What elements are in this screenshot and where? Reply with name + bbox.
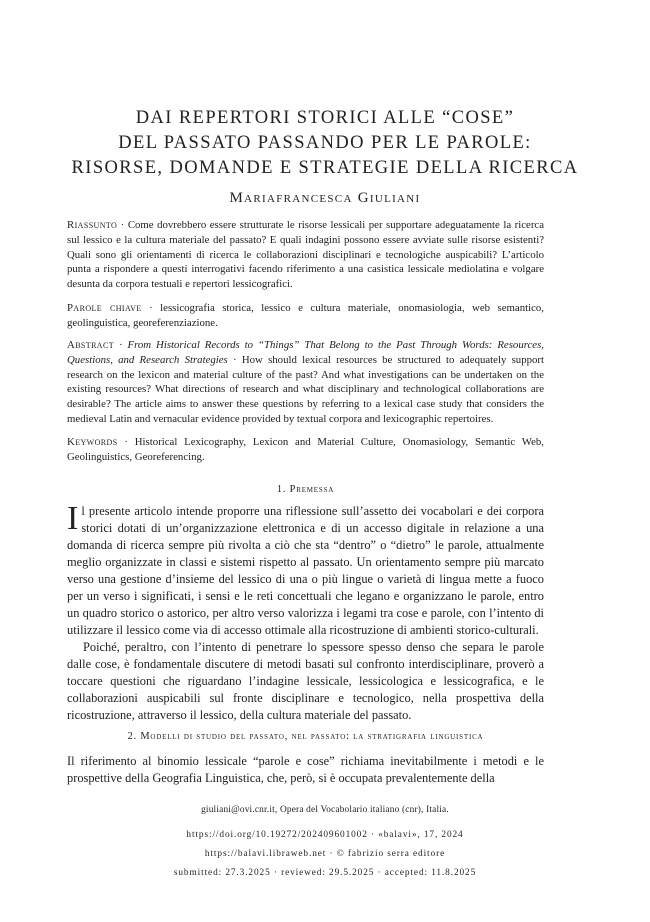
parole-chiave-text: lessicografia storica, lessico e cultura materiale, onomasiologia, web semantico, geolinguistica, georeferenziazione.: [67, 302, 544, 329]
section-1-paragraph-1: [67, 500, 544, 639]
keywords-label: Keywords: [67, 436, 118, 448]
parole-chiave-block: [67, 301, 544, 331]
section-2-paragraph-1: Il riferimento al binomio lessicale “parole e cose” richiama inevitabilmente i metodi e le prospettive della Geografia Linguistica, che, però, si è occupata prevalentemente della: [67, 754, 544, 785]
parole-chiave-label: Parole chiave: [67, 302, 142, 314]
separator: ·: [141, 302, 161, 314]
section-2-body: [67, 753, 544, 787]
abstract-label: Abstract: [67, 339, 115, 351]
title-line-2: DEL PASSATO PASSANDO PER LE PAROLE:: [118, 133, 532, 153]
paragraph-1-text: l presente articolo intende proporre una riflessione sull’assetto dei vocabolari e dei corpora storici dotati di un’organizzazione elettronica e di un accesso digitale in relazione a una domanda di ricerca sempre più rivolta a ciò che sta “dentro” o “dietro” le parole, attualmente meglio organizzate in classi e sistemi rispetto al passato. Un orientamento sempre più marcato verso una gestione d’insieme del lessico di una o più lingue o varietà di lingua mette a fuoco per un verso i significati, i sensi e le reti concettuali che legano e organizzano le parole, entro un quadro storico o astorico, per altro verso valorizza i legami tra cose e parole, con l’intento di utilizzare il lessico come via di accesso ottimale alla ricostruzione di ambienti storico-culturali.: [67, 504, 544, 637]
separator: ·: [114, 339, 128, 351]
section-1-heading: 1. Premessa: [276, 484, 335, 495]
separator: ·: [227, 353, 242, 366]
footer-website: https://balavi.libraweb.net · © fabrizio serra editore: [204, 849, 446, 859]
separator: ·: [117, 436, 135, 448]
footer-doi: https://doi.org/10.19272/202409601002 · «balavi», 17, 2024: [186, 830, 464, 840]
riassunto-label: Riassunto: [67, 219, 118, 231]
title-line-3: RISORSE, DOMANDE E STRATEGIE DELLA RICERCA: [71, 158, 579, 178]
keywords-block: [67, 435, 544, 465]
author-name: Mariafrancesca Giuliani: [229, 190, 421, 206]
riassunto-block: [67, 218, 544, 292]
title-line-1: DAI REPERTORI STORICI ALLE “COSE”: [135, 108, 515, 128]
separator: ·: [117, 219, 128, 231]
section-2-heading: 2. Modelli di studio del passato, nel passato: la stratigrafia linguistica: [127, 731, 484, 742]
abstract-block: [67, 338, 544, 427]
abstract-text: How should lexical resources be structured to adequately support research on the lexicon and material culture of the past? And what investigations can be undertaken on the existing resources? What directions of research and what disciplinary and technological collaborations are desirable? The article aims to answer these questions by referring to a lexical case study that considers the medieval Latin and vernacular evidence provided by textual corpora and lexicographic repertoires.: [67, 353, 544, 425]
keywords-text: Historical Lexicography, Lexicon and Material Culture, Onomasiology, Semantic Web, Geolinguistics, Georeferencing.: [67, 436, 544, 463]
section-1-paragraph-2: Poiché, peraltro, con l’intento di penetrare lo spessore spesso denso che separa le parole dalle cose, è fondamentale discutere di metodi basati sul confronto interdisciplinare, proverò a toccare questioni che riguardano l’indagine lessicale, lessicologica e lessicografica, e le collaborazioni auspicabili sul fronte disciplinare e tecnologico, nella prospettiva della ricostruzione, attraverso il lessico, della cultura materiale del passato.: [67, 640, 544, 722]
riassunto-text: Come dovrebbero essere strutturate le risorse lessicali per supportare adeguatamente la ricerca sul lessico e la cultura materiale del passato? E quali indagini possono essere avviate sulle risorse esistenti? Quali sono gli orientamenti di ricerca le collaborazioni disciplinari e tecnologiche auspicabili? L’articolo punta a rispondere a questi interrogativi facendo riferimento a una casistica lessicale mediolatina e volgare desunta da corpora testuali e repertori lessicografici.: [67, 219, 544, 291]
article-title: [40, 106, 610, 181]
footer-affiliation: giuliani@ovi.cnr.it, Opera del Vocabolario italiano (cnr), Italia.: [201, 805, 449, 815]
abstract-title: From Historical Records to “Things” That Belong to the Past Through Words: Resources, Questions, and Research Strategies: [67, 339, 544, 366]
section-1-body: [67, 500, 544, 724]
footer-dates: submitted: 27.3.2025 · reviewed: 29.5.2025 · accepted: 11.8.2025: [173, 868, 477, 878]
drop-cap: I: [67, 500, 79, 537]
